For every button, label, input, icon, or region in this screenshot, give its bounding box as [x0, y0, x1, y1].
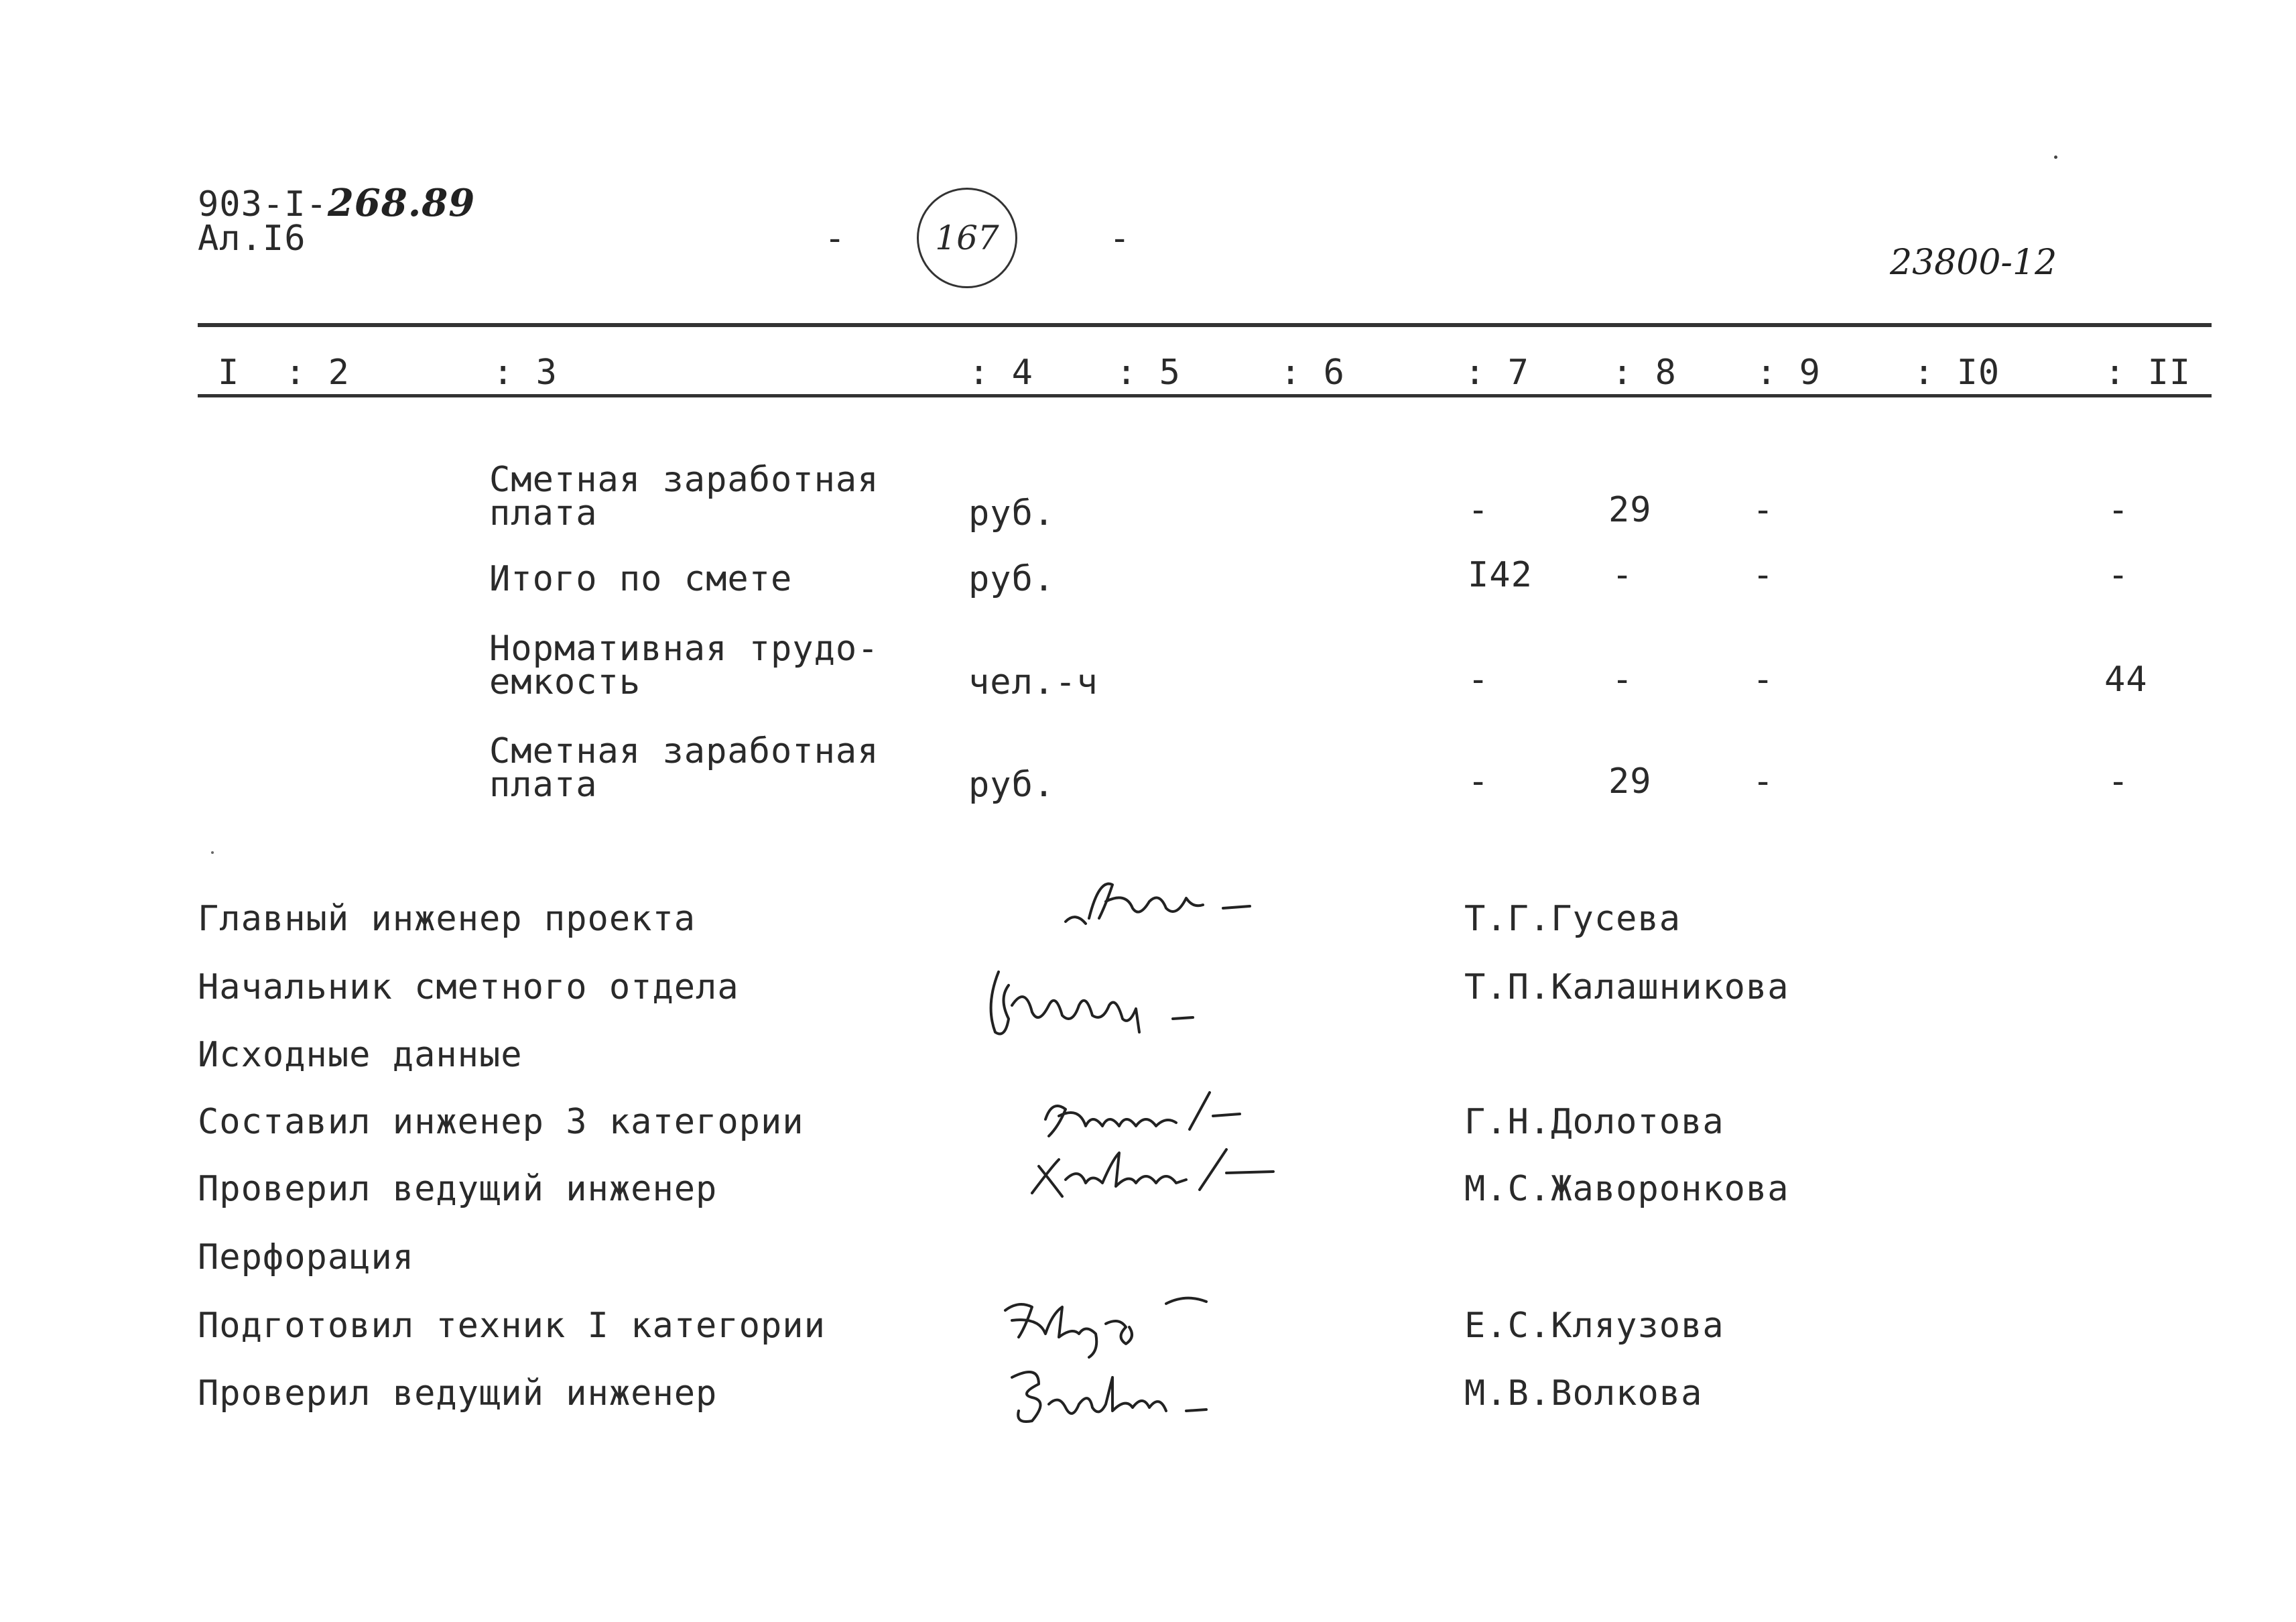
project-code-printed: 903-I- — [198, 184, 328, 225]
row-name-line1: Сметная заработная — [489, 460, 879, 500]
row-unit: руб. — [968, 765, 1056, 805]
signature-role: Начальник сметного отдела — [198, 967, 739, 1007]
page-number: 167 — [935, 219, 999, 257]
row-col11: - — [2108, 490, 2130, 530]
row-col8: - — [1612, 555, 1634, 595]
handwritten-signature — [1059, 871, 1273, 932]
row-unit: чел.-ч — [968, 662, 1098, 702]
signature-role: Перфорация — [198, 1237, 415, 1277]
col-5: : 5 — [1116, 353, 1181, 393]
col-7: : 7 — [1464, 353, 1529, 393]
signature-role: Проверил ведущий инженер — [198, 1373, 718, 1414]
col-3: : 3 — [493, 353, 558, 393]
row-unit: руб. — [968, 559, 1056, 599]
col-6: : 6 — [1280, 353, 1345, 393]
row-col9: - — [1752, 490, 1775, 530]
row-col7: I42 — [1468, 555, 1533, 595]
row-col7: - — [1468, 490, 1490, 530]
row-col9: - — [1752, 660, 1775, 700]
row-name-line2: плата — [489, 493, 598, 534]
row-col8: 29 — [1608, 761, 1652, 802]
row-col7: - — [1468, 660, 1490, 700]
sheet-number: Ал.I6 — [198, 219, 306, 259]
col-9: : 9 — [1756, 353, 1821, 393]
signature-role: Составил инженер 3 категории — [198, 1102, 804, 1142]
signature-role: Главный инженер проекта — [198, 899, 696, 939]
row-col9: - — [1752, 555, 1775, 595]
signature-person: Е.С.Кляузова — [1464, 1306, 1724, 1346]
col-8: : 8 — [1612, 353, 1677, 393]
handwritten-signature — [999, 1287, 1280, 1361]
col-4: : 4 — [968, 353, 1033, 393]
project-code-handwritten: 268.89 — [327, 181, 476, 225]
row-col11: 44 — [2104, 660, 2148, 700]
row-col8: - — [1612, 660, 1634, 700]
signature-person: М.В.Волкова — [1464, 1373, 1703, 1414]
row-col11: - — [2108, 761, 2130, 802]
signature-person: М.С.Жаворонкова — [1464, 1169, 1789, 1209]
row-name-line2: плата — [489, 765, 598, 805]
row-name-line2: емкость — [489, 662, 641, 702]
document-number: 23800-12 — [1890, 243, 2057, 283]
row-name-line1: Итого по смете — [489, 559, 793, 599]
handwritten-signature — [1019, 1133, 1314, 1206]
row-col11: - — [2108, 555, 2130, 595]
col-1: I — [218, 353, 240, 393]
page-number-stamp — [917, 188, 1017, 288]
handwritten-signature — [978, 958, 1220, 1046]
row-name-line1: Нормативная трудо- — [489, 629, 879, 669]
signature-role: Подготовил техник I категории — [198, 1306, 826, 1346]
signature-role: Проверил ведущий инженер — [198, 1169, 718, 1209]
page-dash-left: - — [824, 219, 846, 259]
scan-speck — [211, 851, 214, 854]
col-11: : II — [2104, 353, 2191, 393]
project-code — [198, 181, 476, 225]
scan-speck — [2054, 155, 2057, 159]
row-col7: - — [1468, 761, 1490, 802]
col-2: : 2 — [285, 353, 350, 393]
signature-person: Т.Г.Гусева — [1464, 899, 1681, 939]
signature-role: Исходные данные — [198, 1035, 523, 1075]
page-dash-right: - — [1109, 219, 1131, 259]
header-top-rule — [198, 323, 2212, 327]
row-col8: 29 — [1608, 490, 1652, 530]
signature-person: Т.П.Калашникова — [1464, 967, 1789, 1007]
handwritten-signature — [999, 1357, 1280, 1431]
signature-person: Г.Н.Долотова — [1464, 1102, 1724, 1142]
col-10: : I0 — [1913, 353, 2000, 393]
row-col9: - — [1752, 761, 1775, 802]
header-bottom-rule — [198, 394, 2212, 397]
row-unit: руб. — [968, 493, 1056, 534]
row-name-line1: Сметная заработная — [489, 731, 879, 771]
